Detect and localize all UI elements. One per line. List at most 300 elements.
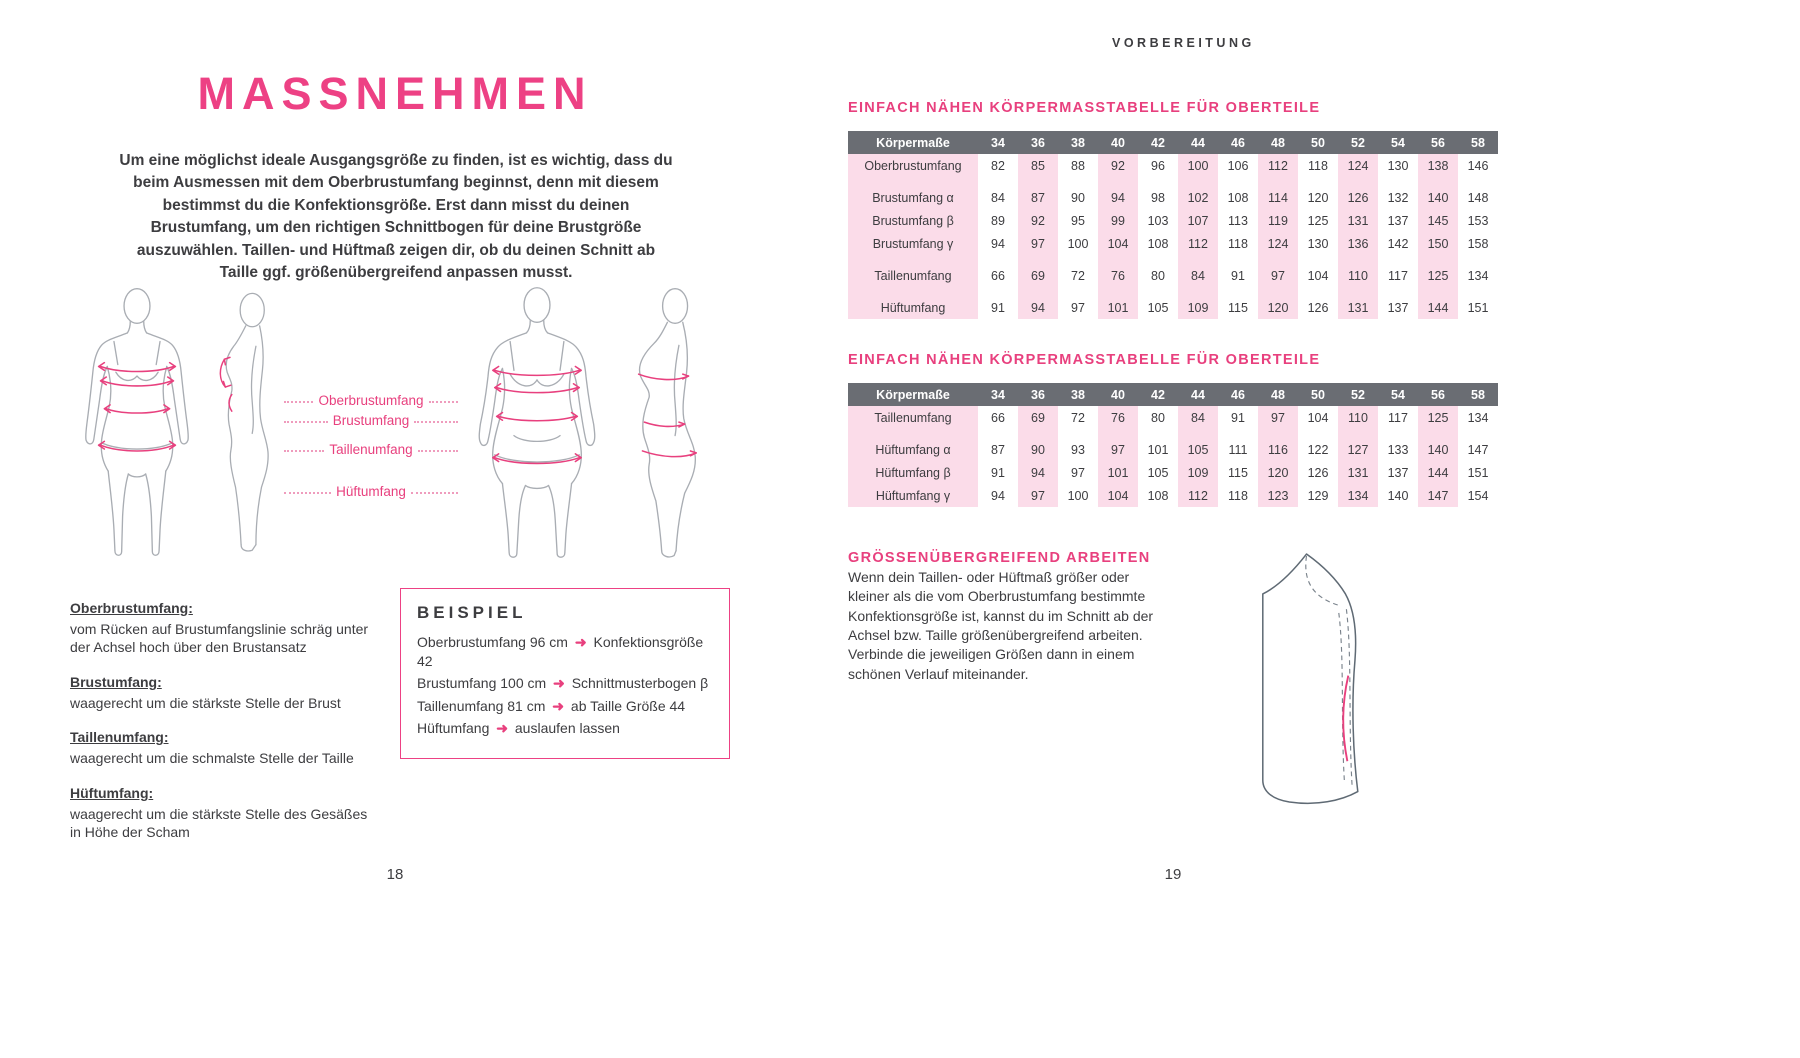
row-label: Oberbrustumfang: [848, 154, 978, 177]
table-corner-header: Körpermaße: [848, 383, 978, 406]
measurement-value: 97: [1098, 438, 1138, 461]
measurement-value: 115: [1228, 465, 1248, 480]
measurement-value: 94: [1018, 296, 1058, 319]
definition-term: Taillenumfang:: [70, 729, 169, 746]
arrow-right-icon: ➜: [492, 720, 512, 737]
measure-label: Brustumfang: [332, 413, 410, 428]
measurement-value: 133: [1387, 442, 1409, 457]
table-group-spacer: [848, 287, 1498, 296]
measurement-value: 97: [1018, 232, 1058, 255]
measurement-value: 124: [1338, 154, 1378, 177]
measure-label: Oberbrustumfang: [318, 393, 424, 408]
measurement-value: 132: [1387, 190, 1409, 205]
size-column-header: 50: [1298, 131, 1338, 154]
measurement-value: 104: [1098, 232, 1138, 255]
figure-front-plus-illustration: [448, 282, 626, 570]
spacer-cell: [1178, 177, 1218, 186]
page-number-left: 18: [386, 866, 404, 883]
measurement-row: [848, 296, 1498, 319]
measurement-value: 106: [1227, 158, 1249, 173]
spacer-cell: [1218, 287, 1258, 296]
measurement-value: 119: [1258, 209, 1298, 232]
measurement-value: 76: [1098, 264, 1138, 287]
measurement-value: 105: [1147, 300, 1169, 315]
measurement-value: 123: [1258, 484, 1298, 507]
spacer-cell: [1138, 255, 1178, 264]
spacer-cell: [1258, 177, 1298, 186]
measurement-value: 84: [991, 190, 1005, 205]
row-label: Brustumfang α: [848, 186, 978, 209]
measurement-value: 142: [1387, 236, 1409, 251]
measurement-value: 97: [1071, 300, 1085, 315]
size-column-header: 40: [1098, 383, 1138, 406]
measurement-value: 109: [1178, 296, 1218, 319]
measurement-value: 120: [1258, 461, 1298, 484]
measurement-value: 99: [1098, 209, 1138, 232]
measurement-value: 94: [991, 488, 1005, 503]
dotted-leader-left-icon: [284, 401, 313, 403]
measurement-value: 126: [1307, 300, 1329, 315]
measurement-value: 122: [1307, 442, 1329, 457]
arrow-right-icon: ➜: [549, 675, 569, 692]
measurement-value: 108: [1227, 190, 1249, 205]
example-line: [417, 674, 713, 693]
spacer-cell: [1218, 429, 1258, 438]
measurement-value: 69: [1018, 406, 1058, 429]
measurement-row: [848, 232, 1498, 255]
measurement-value: 150: [1418, 232, 1458, 255]
table1-heading: EINFACH NÄHEN KÖRPERMASSTABELLE FÜR OBERTEILE: [848, 100, 1321, 116]
measurement-value: 101: [1147, 442, 1169, 457]
example-line: [417, 697, 713, 716]
spacer-cell: [1298, 287, 1338, 296]
measurement-value: 125: [1307, 213, 1329, 228]
figure-side-plus-illustration: [616, 282, 738, 570]
pattern-piece-illustration: [1240, 538, 1392, 838]
measurement-value: 101: [1098, 296, 1138, 319]
measurement-value: 115: [1228, 300, 1248, 315]
measurement-row: [848, 154, 1498, 177]
measurement-value: 151: [1467, 465, 1489, 480]
table-group-spacer: [848, 255, 1498, 264]
table-corner-header: Körpermaße: [848, 131, 978, 154]
size-column-header: 38: [1058, 383, 1098, 406]
size-column-header: 42: [1138, 131, 1178, 154]
measurement-value: 137: [1387, 213, 1409, 228]
measurement-value: 84: [1178, 406, 1218, 429]
measurement-value: 130: [1307, 236, 1329, 251]
definition-term: Hüftumfang:: [70, 784, 154, 801]
measurement-value: 94: [1018, 461, 1058, 484]
size-column-header: 38: [1058, 131, 1098, 154]
measurement-value: 144: [1418, 296, 1458, 319]
spacer-cell: [848, 429, 978, 438]
dotted-leader-left-icon: [284, 450, 324, 452]
measurement-value: 91: [1231, 410, 1245, 425]
measurement-value: 104: [1307, 410, 1329, 425]
measurement-value: 110: [1338, 406, 1378, 429]
definition-term: Brustumfang:: [70, 673, 162, 690]
measurement-value: 153: [1467, 213, 1489, 228]
measurement-value: 112: [1178, 484, 1218, 507]
measurement-value: 112: [1178, 232, 1218, 255]
measurement-value: 158: [1467, 236, 1489, 251]
measurement-value: 69: [1018, 264, 1058, 287]
row-label: Hüftumfang γ: [848, 484, 978, 507]
measurement-value: 148: [1467, 190, 1489, 205]
measurement-value: 92: [1098, 154, 1138, 177]
size-column-header: 54: [1378, 131, 1418, 154]
body-front-plus-svg: [448, 282, 626, 570]
measurement-value: 146: [1467, 158, 1489, 173]
dotted-leader-right-icon: [414, 421, 458, 423]
size-column-header: 54: [1378, 383, 1418, 406]
spacer-cell: [1378, 287, 1418, 296]
measurement-value: 116: [1258, 438, 1298, 461]
spacer-cell: [848, 287, 978, 296]
measurement-value: 118: [1228, 236, 1248, 251]
measure-label: Hüftumfang: [336, 484, 406, 499]
spacer-cell: [1298, 429, 1338, 438]
measurement-value: 87: [991, 442, 1005, 457]
measurement-value: 72: [1071, 268, 1085, 283]
measurement-lines: [493, 366, 581, 463]
row-label: Taillenumfang: [848, 406, 978, 429]
row-label: Taillenumfang: [848, 264, 978, 287]
measurement-value: 131: [1338, 461, 1378, 484]
spacer-cell: [1018, 177, 1058, 186]
measurement-value: 140: [1387, 488, 1409, 503]
spacer-cell: [848, 255, 978, 264]
measurement-row: [848, 406, 1498, 429]
arrow-right-icon: ➜: [570, 634, 591, 650]
measurement-value: 134: [1338, 484, 1378, 507]
spacer-cell: [1098, 287, 1138, 296]
spacer-cell: [1138, 287, 1178, 296]
measurement-value: 76: [1098, 406, 1138, 429]
example-result: auslaufen lassen: [514, 720, 620, 737]
measurement-row: [848, 209, 1498, 232]
body-front-svg: [58, 282, 216, 570]
size-column-header: 34: [978, 131, 1018, 154]
size-column-header: 46: [1218, 131, 1258, 154]
example-box: [400, 588, 730, 759]
size-column-header: 56: [1418, 383, 1458, 406]
measurement-value: 90: [1071, 190, 1085, 205]
measurement-value: 97: [1258, 264, 1298, 287]
measurement-value: 92: [1018, 209, 1058, 232]
measurement-value: 101: [1098, 461, 1138, 484]
size-column-header: 52: [1338, 383, 1378, 406]
measurement-value: 127: [1338, 438, 1378, 461]
size-column-header: 42: [1138, 383, 1178, 406]
size-table-tops: [848, 131, 1498, 319]
row-label: Hüftumfang β: [848, 461, 978, 484]
spacer-cell: [1298, 177, 1338, 186]
measurement-value: 89: [991, 213, 1005, 228]
spacer-cell: [1298, 255, 1338, 264]
spacer-cell: [1258, 287, 1298, 296]
example-title: BEISPIEL: [417, 603, 527, 622]
spacer-cell: [1178, 255, 1218, 264]
definition-text: vom Rücken auf Brustumfangslinie schräg unter der Achsel hoch über den Brustansatz: [70, 621, 369, 656]
spacer-cell: [1178, 287, 1218, 296]
measurement-value: 91: [991, 300, 1005, 315]
measurement-value: 130: [1387, 158, 1409, 173]
spacer-cell: [1458, 255, 1498, 264]
spacer-cell: [1458, 287, 1498, 296]
example-line: [417, 719, 713, 738]
row-label: Brustumfang β: [848, 209, 978, 232]
measurement-value: 113: [1228, 213, 1248, 228]
spacer-cell: [1378, 255, 1418, 264]
measure-label-row: [284, 410, 458, 428]
arrow-right-icon: ➜: [548, 697, 568, 714]
measurement-value: 66: [991, 268, 1005, 283]
measurement-value: 97: [1071, 465, 1085, 480]
size-column-header: 44: [1178, 131, 1218, 154]
pattern-piece-svg: [1240, 538, 1392, 838]
measurement-row: [848, 461, 1498, 484]
measurement-value: 90: [1018, 438, 1058, 461]
spacer-cell: [1418, 177, 1458, 186]
measurement-value: 125: [1418, 406, 1458, 429]
definition-text: waagerecht um die stärkste Stelle des Gesäßes in Höhe der Scham: [70, 805, 368, 841]
size-column-header: 46: [1218, 383, 1258, 406]
measurement-row: [848, 484, 1498, 507]
measurement-value: 118: [1308, 158, 1328, 173]
measurement-value: 102: [1178, 186, 1218, 209]
size-column-header: 44: [1178, 383, 1218, 406]
measurement-row: [848, 186, 1498, 209]
measurement-value: 114: [1258, 186, 1298, 209]
measurement-value: 97: [1258, 406, 1298, 429]
measurement-value: 126: [1307, 465, 1329, 480]
spacer-cell: [1338, 177, 1378, 186]
measurement-value: 100: [1178, 154, 1218, 177]
size-column-header: 58: [1458, 131, 1498, 154]
section-heading: GRÖSSENÜBERGREIFEND ARBEITEN: [848, 550, 1151, 566]
measurement-value: 66: [991, 410, 1005, 425]
row-label: Hüftumfang: [848, 296, 978, 319]
measurement-value: 118: [1228, 488, 1248, 503]
body-side-plus-svg: [616, 282, 738, 570]
measurement-value: 105: [1178, 438, 1218, 461]
spacer-cell: [1378, 177, 1418, 186]
spacer-cell: [1258, 429, 1298, 438]
measurement-definitions: [70, 600, 375, 859]
spacer-cell: [978, 177, 1018, 186]
spacer-cell: [1018, 287, 1058, 296]
size-column-header: 56: [1418, 131, 1458, 154]
measurement-value: 72: [1071, 410, 1085, 425]
definition-text: waagerecht um die schmalste Stelle der Taille: [70, 750, 354, 767]
size-column-header: 34: [978, 383, 1018, 406]
row-label: Brustumfang γ: [848, 232, 978, 255]
size-column-header: 50: [1298, 383, 1338, 406]
measure-label-row: [284, 481, 458, 499]
spacer-cell: [1338, 287, 1378, 296]
spacer-cell: [1418, 429, 1458, 438]
row-label: Hüftumfang α: [848, 438, 978, 461]
measurement-value: 137: [1387, 465, 1409, 480]
measurement-value: 104: [1307, 268, 1329, 283]
measure-label-row: [284, 439, 458, 457]
measurement-value: 131: [1338, 209, 1378, 232]
measurement-value: 95: [1071, 213, 1085, 228]
running-head: VORBEREITUNG: [1112, 36, 1255, 50]
measurement-value: 98: [1151, 190, 1165, 205]
measurement-value: 87: [1018, 186, 1058, 209]
measurement-value: 85: [1018, 154, 1058, 177]
measurement-value: 147: [1467, 442, 1489, 457]
measurement-value: 107: [1178, 209, 1218, 232]
spacer-cell: [1218, 255, 1258, 264]
figure-front-illustration: [58, 282, 216, 570]
spacer-cell: [1058, 429, 1098, 438]
measurement-value: 131: [1338, 296, 1378, 319]
measurement-value: 80: [1151, 410, 1165, 425]
table-group-spacer: [848, 177, 1498, 186]
section-body-text: Wenn dein Taillen- oder Hüftmaß größer oder kleiner als die vom Oberbrustumfang bestimmte Konfektionsgröße ist, kannst du im Schnitt ab der Achsel bzw. Taille größenübergreifend arbeiten. Verbinde die jeweiligen Größen dann in einem schönen Verlauf miteinander.: [848, 569, 1154, 682]
example-measure: Oberbrustumfang 96 cm: [417, 634, 568, 650]
body-measurements-table: [848, 383, 1498, 507]
spacer-cell: [1418, 287, 1458, 296]
spacer-cell: [1058, 287, 1098, 296]
size-column-header: 52: [1338, 131, 1378, 154]
measurement-value: 112: [1258, 154, 1298, 177]
measurement-value: 134: [1467, 410, 1489, 425]
spacer-cell: [1218, 177, 1258, 186]
measurement-value: 80: [1151, 268, 1165, 283]
measurement-value: 125: [1418, 264, 1458, 287]
size-column-header: 48: [1258, 131, 1298, 154]
definition-term: Oberbrustumfang:: [70, 600, 193, 616]
measurement-value: 129: [1307, 488, 1329, 503]
measurement-value: 110: [1338, 264, 1378, 287]
spacer-cell: [978, 287, 1018, 296]
measurement-value: 140: [1418, 186, 1458, 209]
example-lines: [417, 633, 713, 738]
spacer-cell: [1458, 429, 1498, 438]
measurement-value: 126: [1338, 186, 1378, 209]
measurement-value: 105: [1147, 465, 1169, 480]
size-column-header: 48: [1258, 383, 1298, 406]
spacer-cell: [1098, 255, 1138, 264]
measurement-value: 108: [1147, 488, 1169, 503]
measurement-lines: [639, 374, 697, 457]
dotted-leader-left-icon: [284, 492, 331, 494]
measurement-value: 94: [991, 236, 1005, 251]
spacer-cell: [1178, 429, 1218, 438]
table-header-row: [848, 131, 1498, 154]
spacer-cell: [1378, 429, 1418, 438]
measurement-value: 109: [1178, 461, 1218, 484]
measurement-value: 117: [1388, 268, 1408, 283]
dotted-leader-right-icon: [411, 492, 458, 494]
example-measure: Hüftumfang: [417, 720, 490, 737]
spacer-cell: [1018, 429, 1058, 438]
measurement-value: 91: [991, 465, 1005, 480]
measurement-value: 100: [1067, 488, 1089, 503]
example-line: [417, 633, 713, 670]
spacer-cell: [1138, 429, 1178, 438]
example-result: Schnittmusterbogen β: [571, 675, 709, 692]
measurement-value: 93: [1071, 442, 1085, 457]
measurement-value: 94: [1098, 186, 1138, 209]
measurement-value: 88: [1071, 158, 1085, 173]
measure-label-row: [284, 390, 458, 408]
table-header-row: [848, 383, 1498, 406]
size-transition-curve: [1343, 676, 1348, 762]
measurement-value: 104: [1098, 484, 1138, 507]
spacer-cell: [1098, 177, 1138, 186]
measurement-row: [848, 264, 1498, 287]
measurement-lines: [99, 363, 176, 451]
measurement-value: 144: [1418, 461, 1458, 484]
measurement-value: 138: [1418, 154, 1458, 177]
dotted-leader-left-icon: [284, 421, 328, 423]
measurement-value: 136: [1338, 232, 1378, 255]
measurement-value: 140: [1418, 438, 1458, 461]
spacer-cell: [1338, 429, 1378, 438]
measurement-row: [848, 438, 1498, 461]
spacer-cell: [1418, 255, 1458, 264]
measurement-labels: [284, 390, 458, 499]
example-measure: Taillenumfang 81 cm: [417, 697, 546, 714]
measurement-value: 100: [1067, 236, 1089, 251]
measurement-value: 84: [1178, 264, 1218, 287]
measurement-value: 147: [1418, 484, 1458, 507]
measurement-value: 120: [1258, 296, 1298, 319]
measurement-value: 96: [1151, 158, 1165, 173]
spacer-cell: [1058, 177, 1098, 186]
spacer-cell: [1098, 429, 1138, 438]
spacer-cell: [1458, 177, 1498, 186]
spacer-cell: [1258, 255, 1298, 264]
spacer-cell: [1018, 255, 1058, 264]
measurement-value: 111: [1228, 442, 1248, 457]
measurement-value: 103: [1147, 213, 1169, 228]
measurement-value: 108: [1147, 236, 1169, 251]
measurement-value: 82: [991, 158, 1005, 173]
dotted-leader-right-icon: [429, 401, 458, 403]
spacer-cell: [1058, 255, 1098, 264]
page-title: MASSNEHMEN: [197, 68, 593, 119]
measurement-value: 154: [1467, 488, 1489, 503]
measurement-value: 137: [1387, 300, 1409, 315]
size-column-header: 58: [1458, 383, 1498, 406]
page-number-right: 19: [1164, 866, 1182, 883]
measurement-value: 134: [1467, 268, 1489, 283]
table2-heading: EINFACH NÄHEN KÖRPERMASSTABELLE FÜR OBERTEILE: [848, 352, 1321, 368]
measurement-value: 120: [1307, 190, 1329, 205]
measurement-value: 145: [1418, 209, 1458, 232]
spacer-cell: [978, 429, 1018, 438]
body-measurements-table: [848, 131, 1498, 319]
measurement-value: 117: [1388, 410, 1408, 425]
measurement-value: 151: [1467, 300, 1489, 315]
intro-text: Um eine möglichst ideale Ausgangsgröße zu finden, ist es wichtig, dass du beim Ausmessen mit dem Oberbrustumfang beginnst, denn mit diesem bestimmst du die Konfektionsgröße. Erst dann misst du deinen Brustumfang, um den richtigen Schnittbogen für deine Brustgröße auszuwählen. Taillen- und Hüftmaß zeigen dir, ob du deinen Schnitt ab Taille ggf. größenübergreifend anpassen musst.: [119, 152, 673, 282]
size-column-header: 36: [1018, 383, 1058, 406]
size-column-header: 40: [1098, 131, 1138, 154]
spacer-cell: [978, 255, 1018, 264]
spacer-cell: [1338, 255, 1378, 264]
measurement-lines: [220, 357, 231, 411]
measurement-value: 97: [1018, 484, 1058, 507]
size-column-header: 36: [1018, 131, 1058, 154]
size-table-bottoms: [848, 383, 1498, 507]
